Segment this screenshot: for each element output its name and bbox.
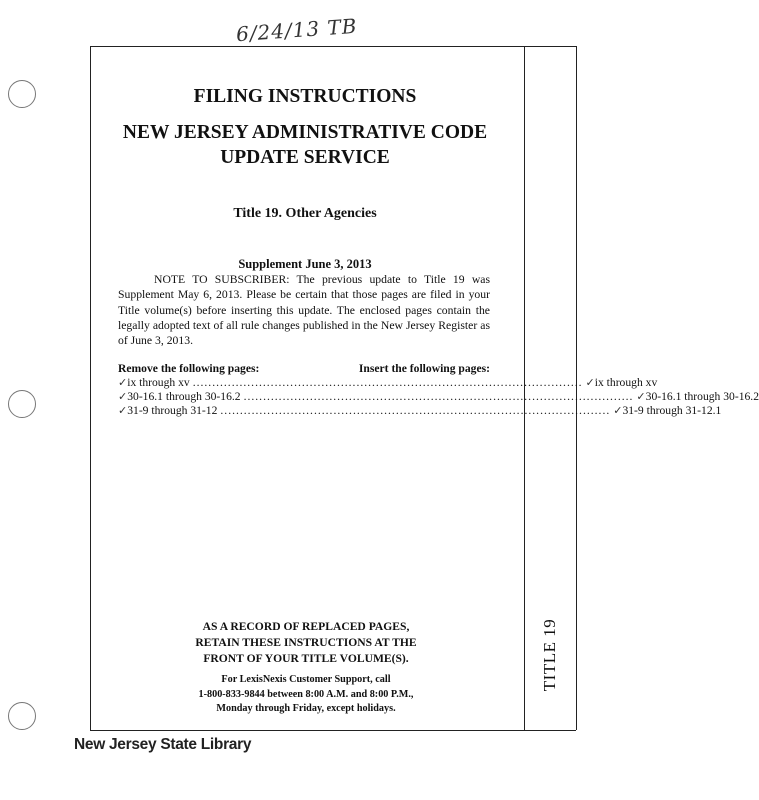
punch-hole-icon <box>8 80 36 108</box>
support-line: 1-800-833-9844 between 8:00 A.M. and 8:00 P.M., <box>198 688 414 700</box>
page-title: FILING INSTRUCTIONS <box>193 86 417 107</box>
remove-pages: 30-16.1 through 30-16.2 <box>127 390 241 403</box>
remove-heading: Remove the following pages: <box>118 362 260 375</box>
page-frame-bottom <box>90 730 576 731</box>
insert-pages: 31-9 through 31-12.1 <box>622 404 722 417</box>
customer-support <box>110 673 502 717</box>
note-to-subscriber: NOTE TO SUBSCRIBER: The previous update to Title 19 was Supplement May 6, 2013. Please be certain that those pages are filed in your Title volume(s) before inserting this update. The enclosed pages contain the legally adopted text of all rule changes published in the New Jersey Register as of June 3, 2013. <box>118 273 490 348</box>
remove-pages: ix through xv <box>127 376 190 389</box>
leader-dots: .................................................................................................... <box>220 404 611 417</box>
leader-dots: .................................................................................................... <box>243 390 634 403</box>
table-row <box>118 376 658 389</box>
code-title: NEW JERSEY ADMINISTRATIVE CODE <box>122 122 488 143</box>
checkmark-icon: ✓ <box>118 390 128 403</box>
title-number: Title 19. Other Agencies <box>233 206 377 221</box>
checkmark-icon: ✓ <box>118 376 128 389</box>
record-line: RETAIN THESE INSTRUCTIONS AT THE <box>195 635 417 649</box>
checkmark-icon: ✓ <box>613 404 623 417</box>
page-frame-top <box>90 46 576 47</box>
insert-heading: Insert the following pages: <box>358 362 490 375</box>
page-frame-left <box>90 46 91 730</box>
library-stamp: New Jersey State Library <box>74 736 252 753</box>
insert-pages: 30-16.1 through 30-16.2 <box>645 390 759 403</box>
code-subtitle: UPDATE SERVICE <box>220 147 390 168</box>
record-instructions <box>110 619 502 666</box>
pages-table-header <box>118 362 490 375</box>
record-line: AS A RECORD OF REPLACED PAGES, <box>202 620 410 633</box>
punch-hole-icon <box>8 702 36 730</box>
checkmark-icon: ✓ <box>636 390 646 403</box>
handwritten-date-note: 6/24/13 TB <box>235 13 359 47</box>
supplement-date: Supplement June 3, 2013 <box>238 257 372 271</box>
support-line: Monday through Friday, except holidays. <box>216 703 396 714</box>
support-line: For LexisNexis Customer Support, call <box>221 674 391 685</box>
record-line: FRONT OF YOUR TITLE VOLUME(S). <box>203 651 409 665</box>
checkmark-icon: ✓ <box>585 376 595 389</box>
tab-label-text: TITLE 19 <box>540 618 560 692</box>
leader-dots: .................................................................................................... <box>192 376 583 389</box>
insert-pages: ix through xv <box>594 376 658 389</box>
tab-label <box>522 610 578 700</box>
table-row <box>118 390 759 403</box>
punch-hole-icon <box>8 390 36 418</box>
table-row <box>118 404 722 417</box>
checkmark-icon: ✓ <box>118 404 128 417</box>
remove-pages: 31-9 through 31-12 <box>127 404 218 417</box>
